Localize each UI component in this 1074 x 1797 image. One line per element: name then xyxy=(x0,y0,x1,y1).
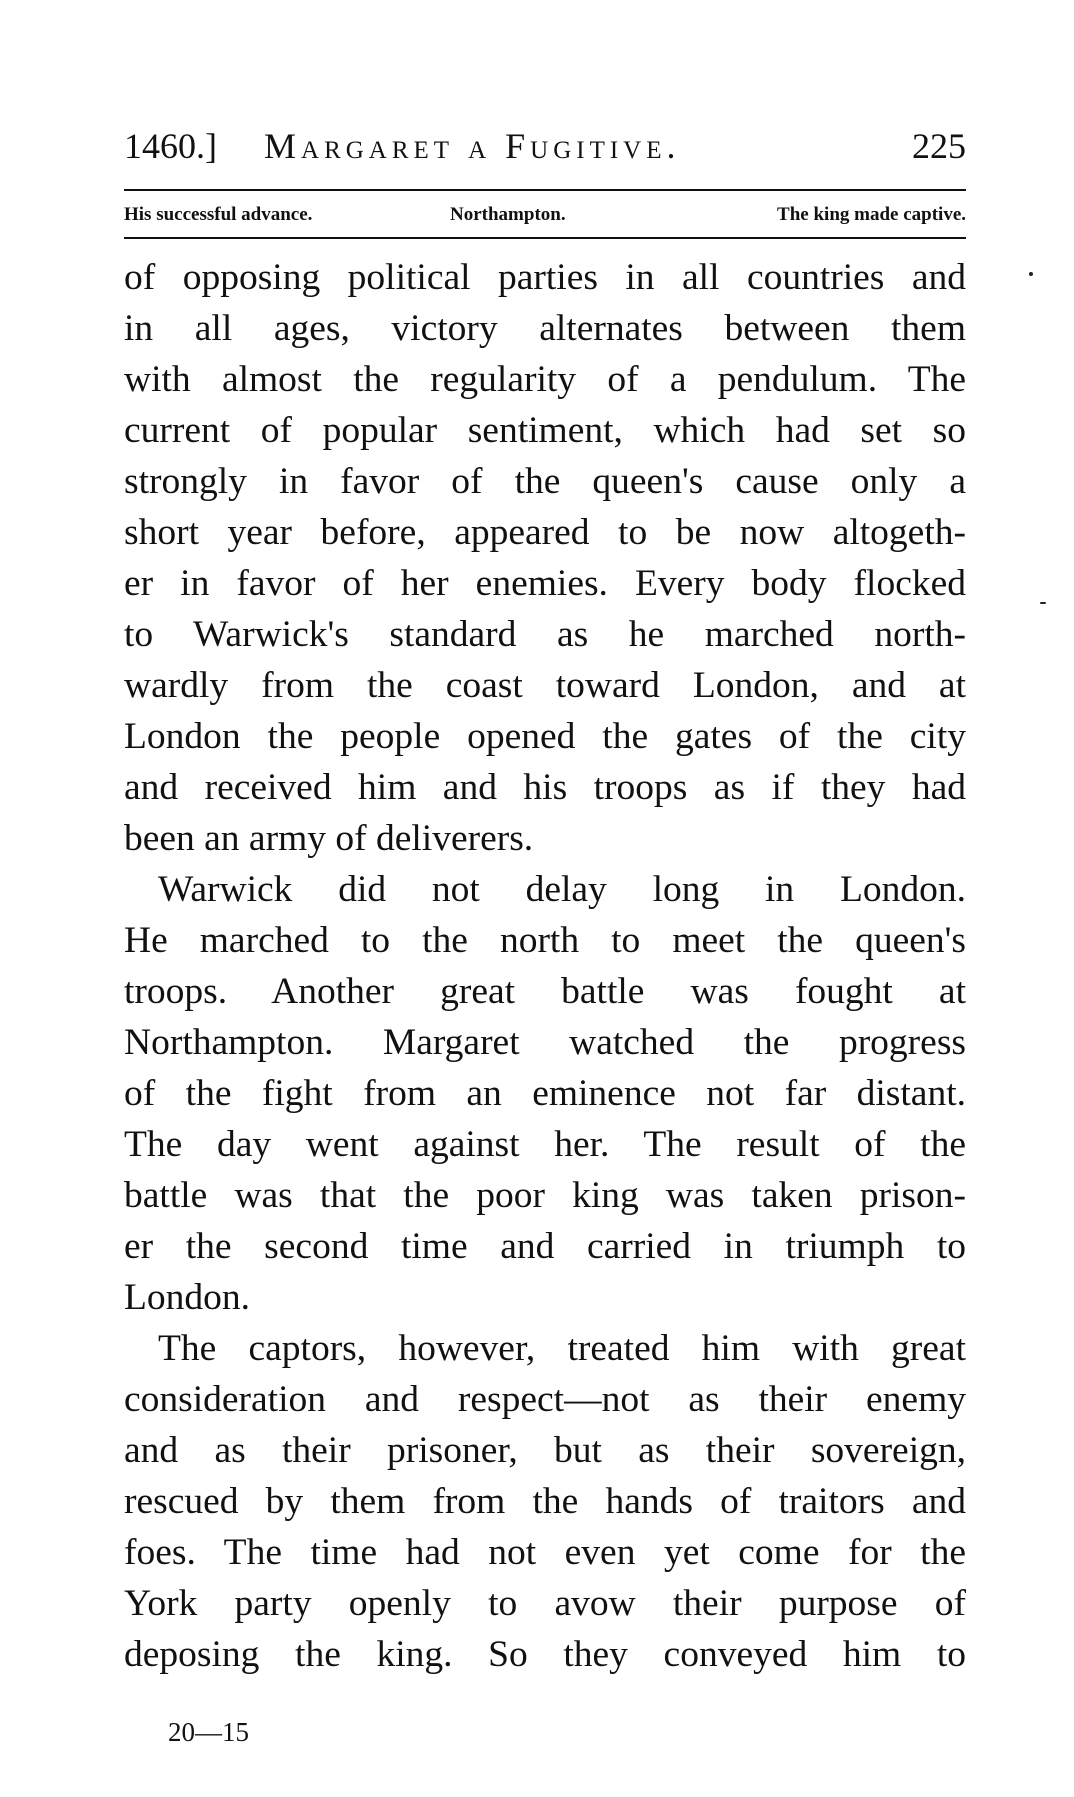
text-line: to Warwick's standard as he marched north- xyxy=(124,614,966,655)
text-line: London the people opened the gates of the city xyxy=(124,716,966,757)
scan-speck xyxy=(1040,602,1046,604)
text-line: Northampton. Margaret watched the progress xyxy=(124,1022,966,1063)
text-line: short year before, appeared to be now altogeth- xyxy=(124,512,966,553)
text-line: consideration and respect—not as their enemy xyxy=(124,1379,966,1420)
text-line: The captors, however, treated him with great xyxy=(158,1328,966,1369)
text-line: with almost the regularity of a pendulum. The xyxy=(124,359,966,400)
text-line: deposing the king. So they conveyed him to xyxy=(124,1634,966,1675)
page-number: 225 xyxy=(912,126,966,166)
text-line: er in favor of her enemies. Every body flocked xyxy=(124,563,966,604)
text-line: battle was that the poor king was taken prison- xyxy=(124,1175,966,1216)
text-line: er the second time and carried in triumph to xyxy=(124,1226,966,1267)
subhead-right: The king made captive. xyxy=(777,204,966,225)
text-line: of the fight from an eminence not far distant. xyxy=(124,1073,966,1114)
signature-mark: 20—15 xyxy=(168,1717,249,1747)
subheads xyxy=(124,197,966,233)
text-line: rescued by them from the hands of traitors and xyxy=(124,1481,966,1522)
text-line: The day went against her. The result of the xyxy=(124,1124,966,1165)
text-line: He marched to the north to meet the queen's xyxy=(124,920,966,961)
text-line: London. xyxy=(124,1277,251,1318)
text-line: Warwick did not delay long in London. xyxy=(158,869,966,910)
text-line: foes. The time had not even yet come for the xyxy=(124,1532,966,1573)
text-line: current of popular sentiment, which had set so xyxy=(124,410,966,451)
text-line: strongly in favor of the queen's cause only a xyxy=(124,461,966,502)
running-head xyxy=(124,124,966,168)
body-text xyxy=(124,252,966,1680)
text-line: wardly from the coast toward London, and at xyxy=(124,665,966,706)
subhead-middle: Northampton. xyxy=(450,204,566,225)
scan-speck xyxy=(1029,272,1033,276)
bottom-rule xyxy=(124,237,966,239)
text-line: York party openly to avow their purpose of xyxy=(124,1583,966,1624)
text-line: troops. Another great battle was fought at xyxy=(124,971,966,1012)
text-line: and received him and his troops as if they had xyxy=(124,767,966,808)
running-head-year: 1460.] xyxy=(124,126,217,166)
subhead-left: His successful advance. xyxy=(124,204,313,225)
text-line: and as their prisoner, but as their sovereign, xyxy=(124,1430,966,1471)
text-line: been an army of deliverers. xyxy=(124,818,534,859)
text-line: of opposing political parties in all countries and xyxy=(124,257,966,298)
top-rule xyxy=(124,189,966,191)
text-line: in all ages, victory alternates between them xyxy=(124,308,966,349)
running-head-title: Margaret a Fugitive. xyxy=(264,126,681,166)
